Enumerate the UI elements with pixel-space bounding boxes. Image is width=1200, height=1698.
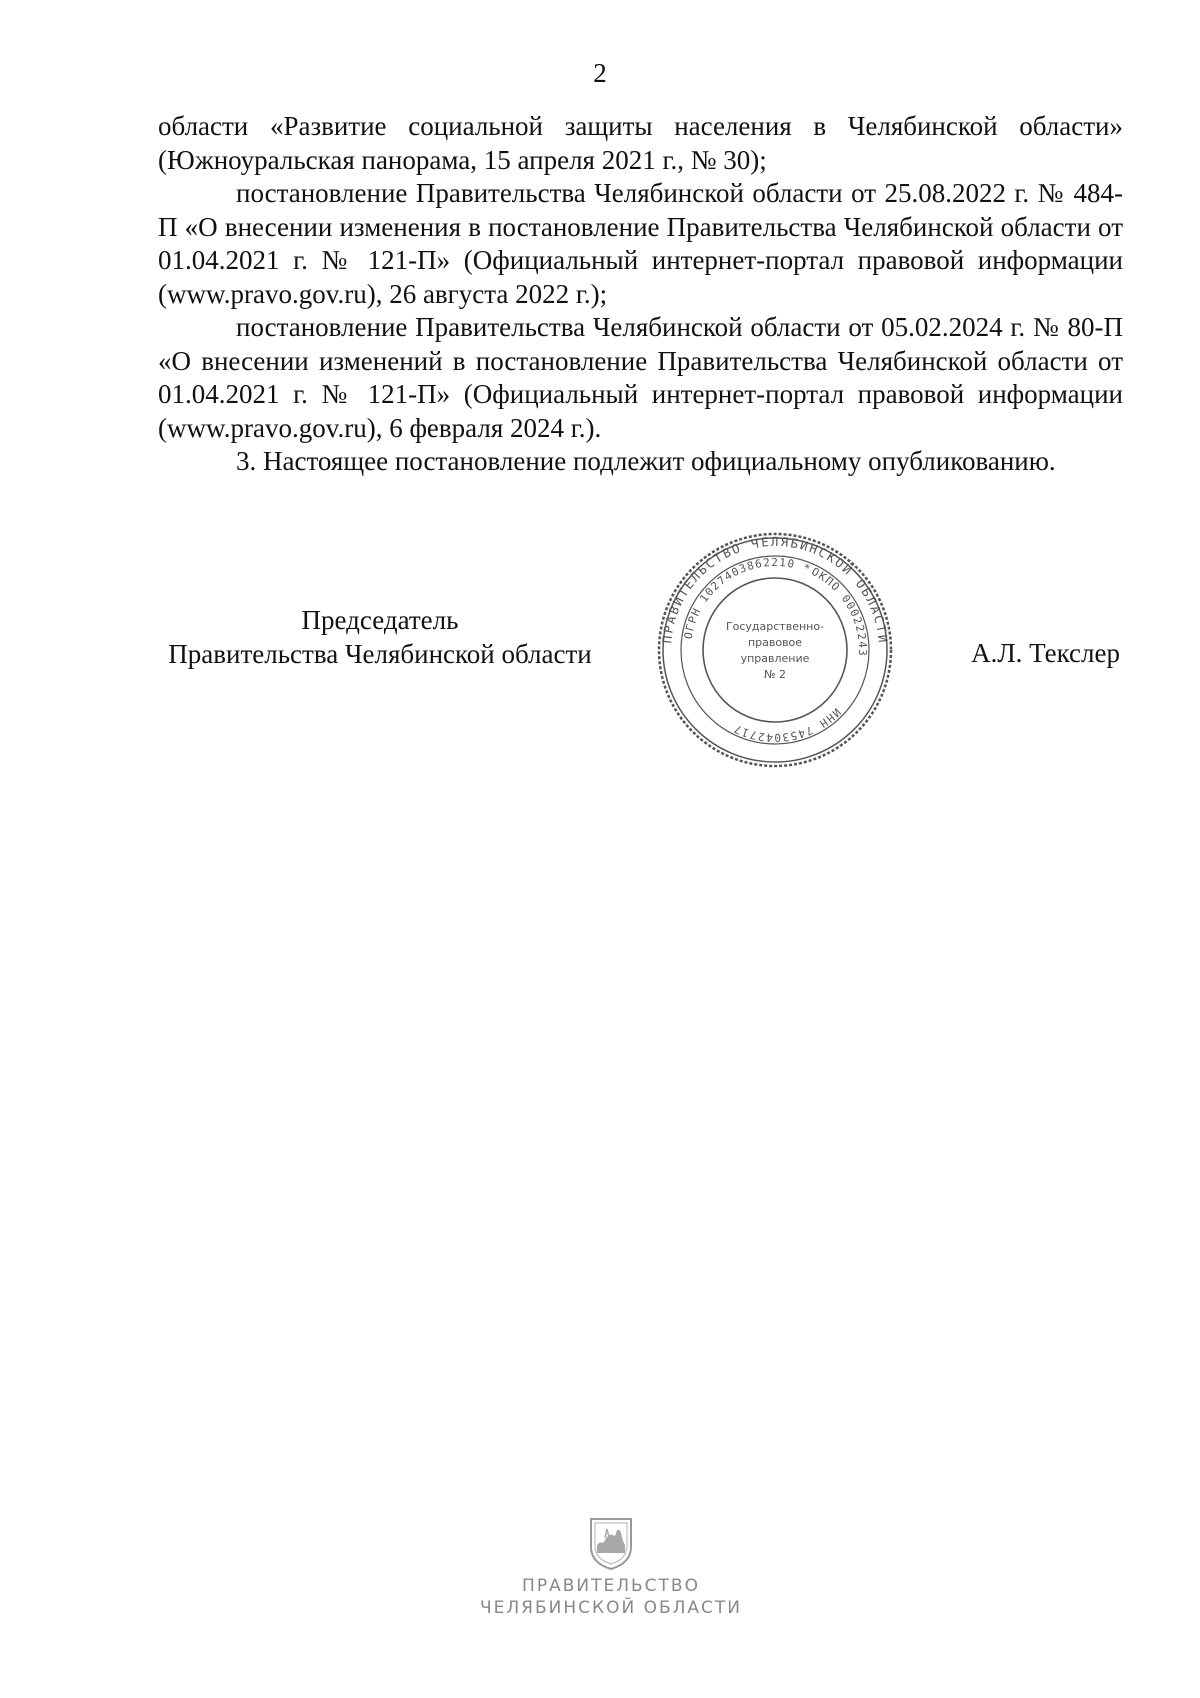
- signatory-position: [140, 604, 620, 671]
- official-seal: [655, 530, 895, 770]
- signatory-position-line-1: Председатель: [301, 605, 459, 635]
- document-body: [158, 110, 1123, 479]
- seal-center-line-3: управление: [740, 652, 810, 665]
- seal-outer-text: ПРАВИТЕЛЬСТВО ЧЕЛЯБИНСКОЙ ОБЛАСТИ: [659, 533, 891, 646]
- footer-organization: [0, 1575, 1200, 1619]
- seal-inn-text: ИНН 7453042717: [731, 705, 844, 745]
- page-number: 2: [593, 58, 607, 88]
- paragraph-1: области «Развитие социальной защиты населения в Челябинской области» (Южноуральская панорама, 15 апреля 2021 г., № 30);: [158, 111, 1123, 175]
- paragraph-3: постановление Правительства Челябинской области от 05.02.2024 г. № 80-П «О внесении изменений в постановление Правительства Челябинской области от 01.04.2021 г. № 121-П» (Официальный интернет-портал правовой информации (www.pravo.gov.ru), 6 февраля 2024 г.).: [158, 312, 1123, 443]
- footer-line-2: ЧЕЛЯБИНСКОЙ ОБЛАСТИ: [479, 1598, 743, 1618]
- chelyabinsk-coat-of-arms-icon: [587, 1515, 635, 1571]
- svg-text:ОКПО 00022243: [809, 565, 869, 657]
- seal-ogrn-text: ОГРН 1027403862210 *: [681, 555, 814, 640]
- seal-inner-ring: [703, 578, 847, 722]
- paragraph-4: 3. Настоящее постановление подлежит официальному опубликованию.: [236, 446, 1056, 476]
- seal-center-line-2: правовое: [747, 636, 803, 649]
- svg-text:ИНН 7453042717: [731, 705, 843, 744]
- signatory-position-line-2: Правительства Челябинской области: [168, 638, 592, 669]
- paragraph-2: постановление Правительства Челябинской области от 25.08.2022 г. № 484-П «О внесении изменения в постановление Правительства Челябинской области от 01.04.2021 г. № 121-П» (Официальный интернет-портал правовой информации (www.pravo.gov.ru), 26 августа 2022 г.);: [158, 178, 1123, 309]
- seal-okpo-text: ОКПО 00022243: [809, 565, 870, 658]
- signatory-name: А.Л. Текслер: [971, 638, 1120, 668]
- footer-line-1: ПРАВИТЕЛЬСТВО: [522, 1576, 700, 1596]
- seal-center-line-1: Государственно-: [725, 620, 825, 633]
- seal-center-line-4: № 2: [764, 668, 786, 681]
